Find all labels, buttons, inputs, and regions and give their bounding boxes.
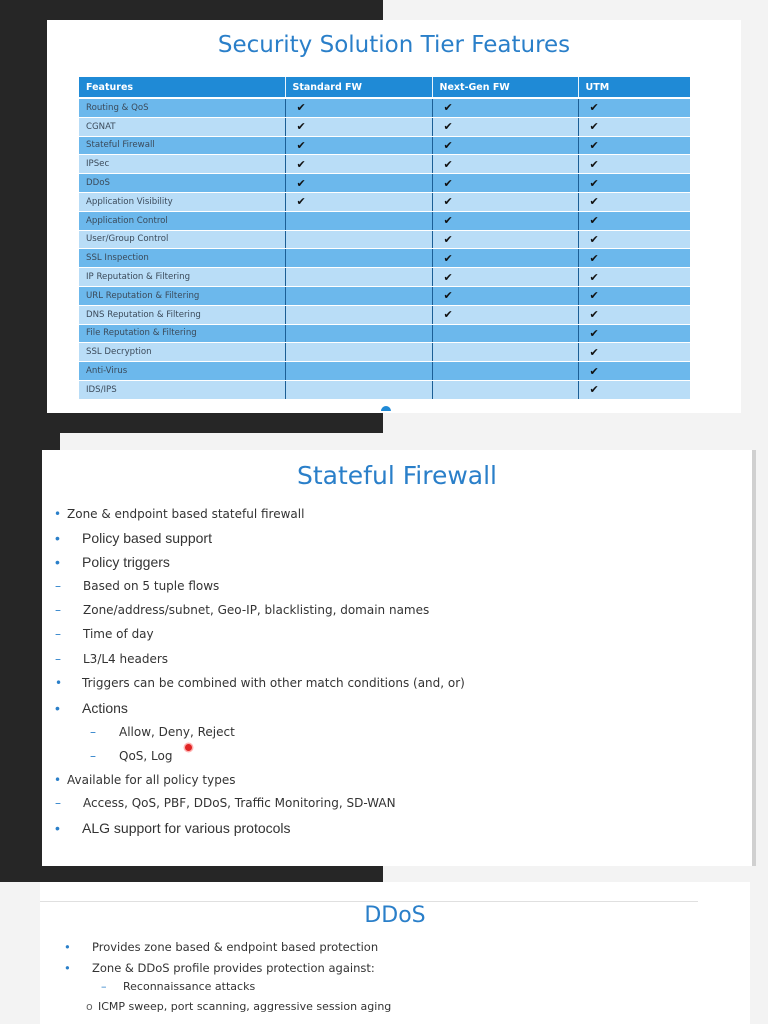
standard-fw-cell: ✔ xyxy=(285,98,432,117)
column-header-features: Features xyxy=(79,77,285,98)
feature-cell: IP Reputation & Filtering xyxy=(79,268,285,287)
next-gen-fw-cell: ✔ xyxy=(432,230,578,249)
bullet-marker: – xyxy=(55,796,61,810)
bullet-marker: – xyxy=(90,725,96,739)
standard-fw-cell xyxy=(285,362,432,381)
next-gen-fw-cell xyxy=(432,324,578,343)
table-row xyxy=(79,324,690,343)
next-gen-fw-cell: ✔ xyxy=(432,155,578,174)
slide-nav-indicator xyxy=(381,406,391,411)
feature-cell: Routing & QoS xyxy=(79,98,285,117)
next-gen-fw-cell: ✔ xyxy=(432,286,578,305)
bullet-text: QoS, Log xyxy=(119,749,173,763)
utm-cell: ✔ xyxy=(578,117,690,136)
utm-cell: ✔ xyxy=(578,362,690,381)
bullet-text: Policy based support xyxy=(82,530,212,546)
standard-fw-cell: ✔ xyxy=(285,155,432,174)
bullet-text: Access, QoS, PBF, DDoS, Traffic Monitoring, SD-WAN xyxy=(83,796,396,810)
table-row xyxy=(79,249,690,268)
utm-cell: ✔ xyxy=(578,324,690,343)
bullet-marker: – xyxy=(55,603,61,617)
standard-fw-cell xyxy=(285,380,432,399)
standard-fw-cell: ✔ xyxy=(285,192,432,211)
standard-fw-cell: ✔ xyxy=(285,117,432,136)
bullet-marker: • xyxy=(64,961,71,975)
bullet-text: Available for all policy types xyxy=(67,773,236,787)
table-row xyxy=(79,380,690,399)
table-header-row xyxy=(79,77,690,98)
standard-fw-cell xyxy=(285,211,432,230)
feature-cell: File Reputation & Filtering xyxy=(79,324,285,343)
next-gen-fw-cell: ✔ xyxy=(432,117,578,136)
bullet-marker: – xyxy=(55,652,61,666)
dark-backdrop-bottom xyxy=(0,866,383,882)
utm-cell: ✔ xyxy=(578,211,690,230)
column-header-next-gen-fw: Next-Gen FW xyxy=(432,77,578,98)
bullet-text: Policy triggers xyxy=(82,554,170,570)
bullet-text: L3/L4 headers xyxy=(83,652,169,666)
standard-fw-cell xyxy=(285,286,432,305)
utm-cell: ✔ xyxy=(578,343,690,362)
bullet-marker: o xyxy=(86,1000,93,1013)
table-row xyxy=(79,174,690,193)
bullet-text: Actions xyxy=(82,700,128,716)
stateful-firewall-bullet-list xyxy=(42,450,752,866)
bullet-marker: • xyxy=(55,554,60,570)
feature-cell: DNS Reputation & Filtering xyxy=(79,305,285,324)
slide-title: Stateful Firewall xyxy=(297,461,497,490)
next-gen-fw-cell: ✔ xyxy=(432,98,578,117)
utm-cell: ✔ xyxy=(578,286,690,305)
feature-cell: IPSec xyxy=(79,155,285,174)
table-row xyxy=(79,155,690,174)
bullet-marker: • xyxy=(55,676,63,690)
table-row xyxy=(79,136,690,155)
next-gen-fw-cell xyxy=(432,343,578,362)
standard-fw-cell xyxy=(285,268,432,287)
next-gen-fw-cell: ✔ xyxy=(432,174,578,193)
bullet-text: Zone & DDoS profile provides protection against: xyxy=(92,961,375,975)
bullet-marker: • xyxy=(55,820,60,836)
ddos-bullet-list xyxy=(40,882,750,1024)
bullet-text: Provides zone based & endpoint based protection xyxy=(92,940,379,954)
table-row xyxy=(79,98,690,117)
bullet-text: Reconnaissance attacks xyxy=(123,980,256,993)
bullet-marker: • xyxy=(64,940,71,954)
slide-title: DDoS xyxy=(364,903,426,928)
bullet-marker: – xyxy=(101,980,107,993)
feature-cell: CGNAT xyxy=(79,117,285,136)
bullet-text: ICMP sweep, port scanning, aggressive session aging xyxy=(98,1000,392,1013)
bullet-text: Based on 5 tuple flows xyxy=(83,579,220,593)
slide-tier-features xyxy=(47,20,741,413)
next-gen-fw-cell xyxy=(432,362,578,381)
standard-fw-cell: ✔ xyxy=(285,174,432,193)
utm-cell: ✔ xyxy=(578,98,690,117)
next-gen-fw-cell: ✔ xyxy=(432,192,578,211)
standard-fw-cell xyxy=(285,230,432,249)
next-gen-fw-cell: ✔ xyxy=(432,136,578,155)
next-gen-fw-cell: ✔ xyxy=(432,268,578,287)
utm-cell: ✔ xyxy=(578,305,690,324)
next-gen-fw-cell: ✔ xyxy=(432,211,578,230)
utm-cell: ✔ xyxy=(578,230,690,249)
slide-stateful-firewall xyxy=(42,450,752,866)
table-row xyxy=(79,286,690,305)
utm-cell: ✔ xyxy=(578,136,690,155)
bullet-marker: • xyxy=(54,773,62,787)
feature-cell: Application Visibility xyxy=(79,192,285,211)
feature-cell: Stateful Firewall xyxy=(79,136,285,155)
table-row xyxy=(79,305,690,324)
bullet-text: Zone/address/subnet, Geo-IP, blacklisting, domain names xyxy=(83,603,430,617)
feature-cell: Application Control xyxy=(79,211,285,230)
utm-cell: ✔ xyxy=(578,192,690,211)
bullet-marker: • xyxy=(55,530,60,546)
feature-cell: User/Group Control xyxy=(79,230,285,249)
table-row xyxy=(79,362,690,381)
feature-cell: URL Reputation & Filtering xyxy=(79,286,285,305)
column-header-standard-fw: Standard FW xyxy=(285,77,432,98)
feature-cell: DDoS xyxy=(79,174,285,193)
column-header-utm: UTM xyxy=(578,77,690,98)
utm-cell: ✔ xyxy=(578,174,690,193)
table-row xyxy=(79,230,690,249)
slide-ddos xyxy=(40,882,750,1024)
bullet-text: Time of day xyxy=(83,627,154,641)
bullet-text: Triggers can be combined with other match conditions (and, or) xyxy=(82,676,465,690)
bullet-marker: – xyxy=(55,579,61,593)
utm-cell: ✔ xyxy=(578,249,690,268)
utm-cell: ✔ xyxy=(578,155,690,174)
bullet-text: ALG support for various protocols xyxy=(82,820,291,836)
table-row xyxy=(79,211,690,230)
table-row xyxy=(79,192,690,211)
slide-title: Security Solution Tier Features xyxy=(217,32,571,58)
pointer-dot xyxy=(185,744,192,751)
table-row xyxy=(79,117,690,136)
bullet-text: Allow, Deny, Reject xyxy=(119,725,235,739)
standard-fw-cell xyxy=(285,249,432,268)
bullet-marker: • xyxy=(55,700,60,716)
slide-edge-right xyxy=(752,450,756,866)
standard-fw-cell xyxy=(285,305,432,324)
bullet-marker: – xyxy=(90,749,96,763)
feature-cell: IDS/IPS xyxy=(79,380,285,399)
tier-features-table xyxy=(79,77,690,400)
feature-cell: Anti-Virus xyxy=(79,362,285,381)
next-gen-fw-cell: ✔ xyxy=(432,249,578,268)
standard-fw-cell xyxy=(285,324,432,343)
next-gen-fw-cell: ✔ xyxy=(432,305,578,324)
utm-cell: ✔ xyxy=(578,380,690,399)
bullet-marker: • xyxy=(54,507,62,521)
feature-cell: SSL Inspection xyxy=(79,249,285,268)
bullet-marker: – xyxy=(55,627,61,641)
feature-cell: SSL Decryption xyxy=(79,343,285,362)
next-gen-fw-cell xyxy=(432,380,578,399)
standard-fw-cell: ✔ xyxy=(285,136,432,155)
utm-cell: ✔ xyxy=(578,268,690,287)
table-row xyxy=(79,268,690,287)
standard-fw-cell xyxy=(285,343,432,362)
table-row xyxy=(79,343,690,362)
bullet-text: Zone & endpoint based stateful firewall xyxy=(67,507,305,521)
